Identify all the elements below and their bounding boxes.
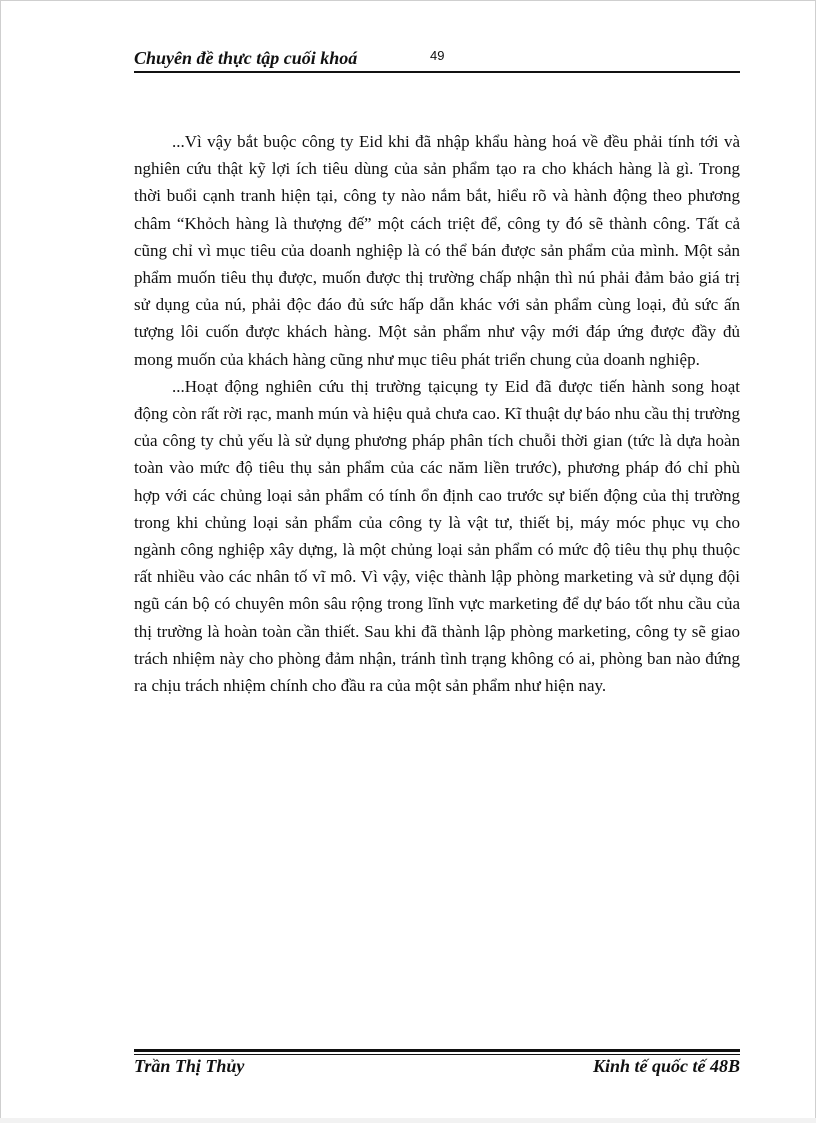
header-title: Chuyên đề thực tập cuối khoá <box>134 48 358 68</box>
footer-rule-thin <box>134 1054 740 1055</box>
footer-rule-thick <box>134 1049 740 1052</box>
page-number: 49 <box>430 48 445 63</box>
header-rule <box>134 71 740 73</box>
document-body <box>134 128 740 699</box>
footer-author: Trần Thị Thủy <box>134 1056 245 1076</box>
page-header <box>134 46 740 74</box>
paragraph-1: ...Vì vậy bắt buộc công ty Eid khi đã nhập khẩu hàng hoá về đều phải tính tới và nghiên cứu thật kỹ lợi ích tiêu dùng của sản phẩm tạo ra cho khách hàng là gì. Trong thời buổi cạnh tranh hiện tại, công ty nào nắm bắt, hiểu rõ và hành động theo phương châm “Khỏch hàng là thượng đế” một cách triệt để, công ty đó sẽ thành công. Tất cả cũng chỉ vì mục tiêu của doanh nghiệp là có thể bán được sản phẩm của mình. Một sản phẩm muốn tiêu thụ được, muốn được thị trường chấp nhận thì nú phải đảm bảo giá trị sử dụng của nú, phải độc đáo đủ sức hấp dẫn khác với sản phẩm cùng loại, đủ sức ấn tượng lôi cuốn được khách hàng. Một sản phẩm như vậy mới đáp ứng được đầy đủ mong muốn của khách hàng cũng như mục tiêu phát triển chung của doanh nghiệp. <box>134 132 740 369</box>
page-bottom-edge <box>0 1118 816 1123</box>
footer-class: Kinh tế quốc tế 48B <box>592 1056 740 1076</box>
paragraph-2: ...Hoạt động nghiên cứu thị trường tạicụng ty Eid đã được tiến hành song hoạt động còn rất rời rạc, manh mún và hiệu quả chưa cao. Kĩ thuật dự báo nhu cầu thị trường của công ty chủ yếu là sử dụng phương pháp phân tích chuỗi thời gian (tức là dựa hoàn toàn vào mức độ tiêu thụ sản phẩm của các năm liền trước), phương pháp đó chỉ phù hợp với các chủng loại sản phẩm có tính ổn định cao trước sự biến động của thị trường trong khi chủng loại sản phẩm của công ty là vật tư, thiết bị, máy móc phục vụ cho ngành công nghiệp xây dựng, là một chủng loại sản phẩm có mức độ tiêu thụ phụ thuộc rất nhiều vào các nhân tố vĩ mô. Vì vậy, việc thành lập phòng marketing và sử dụng đội ngũ cán bộ có chuyên môn sâu rộng trong lĩnh vực marketing để dự báo tốt nhu cầu của thị trường là hoàn toàn cần thiết. Sau khi đã thành lập phòng marketing, công ty sẽ giao trách nhiệm này cho phòng đảm nhận, tránh tình trạng không có ai, phòng ban nào đứng ra chịu trách nhiệm chính cho đầu ra của một sản phẩm như hiện nay. <box>134 376 740 696</box>
